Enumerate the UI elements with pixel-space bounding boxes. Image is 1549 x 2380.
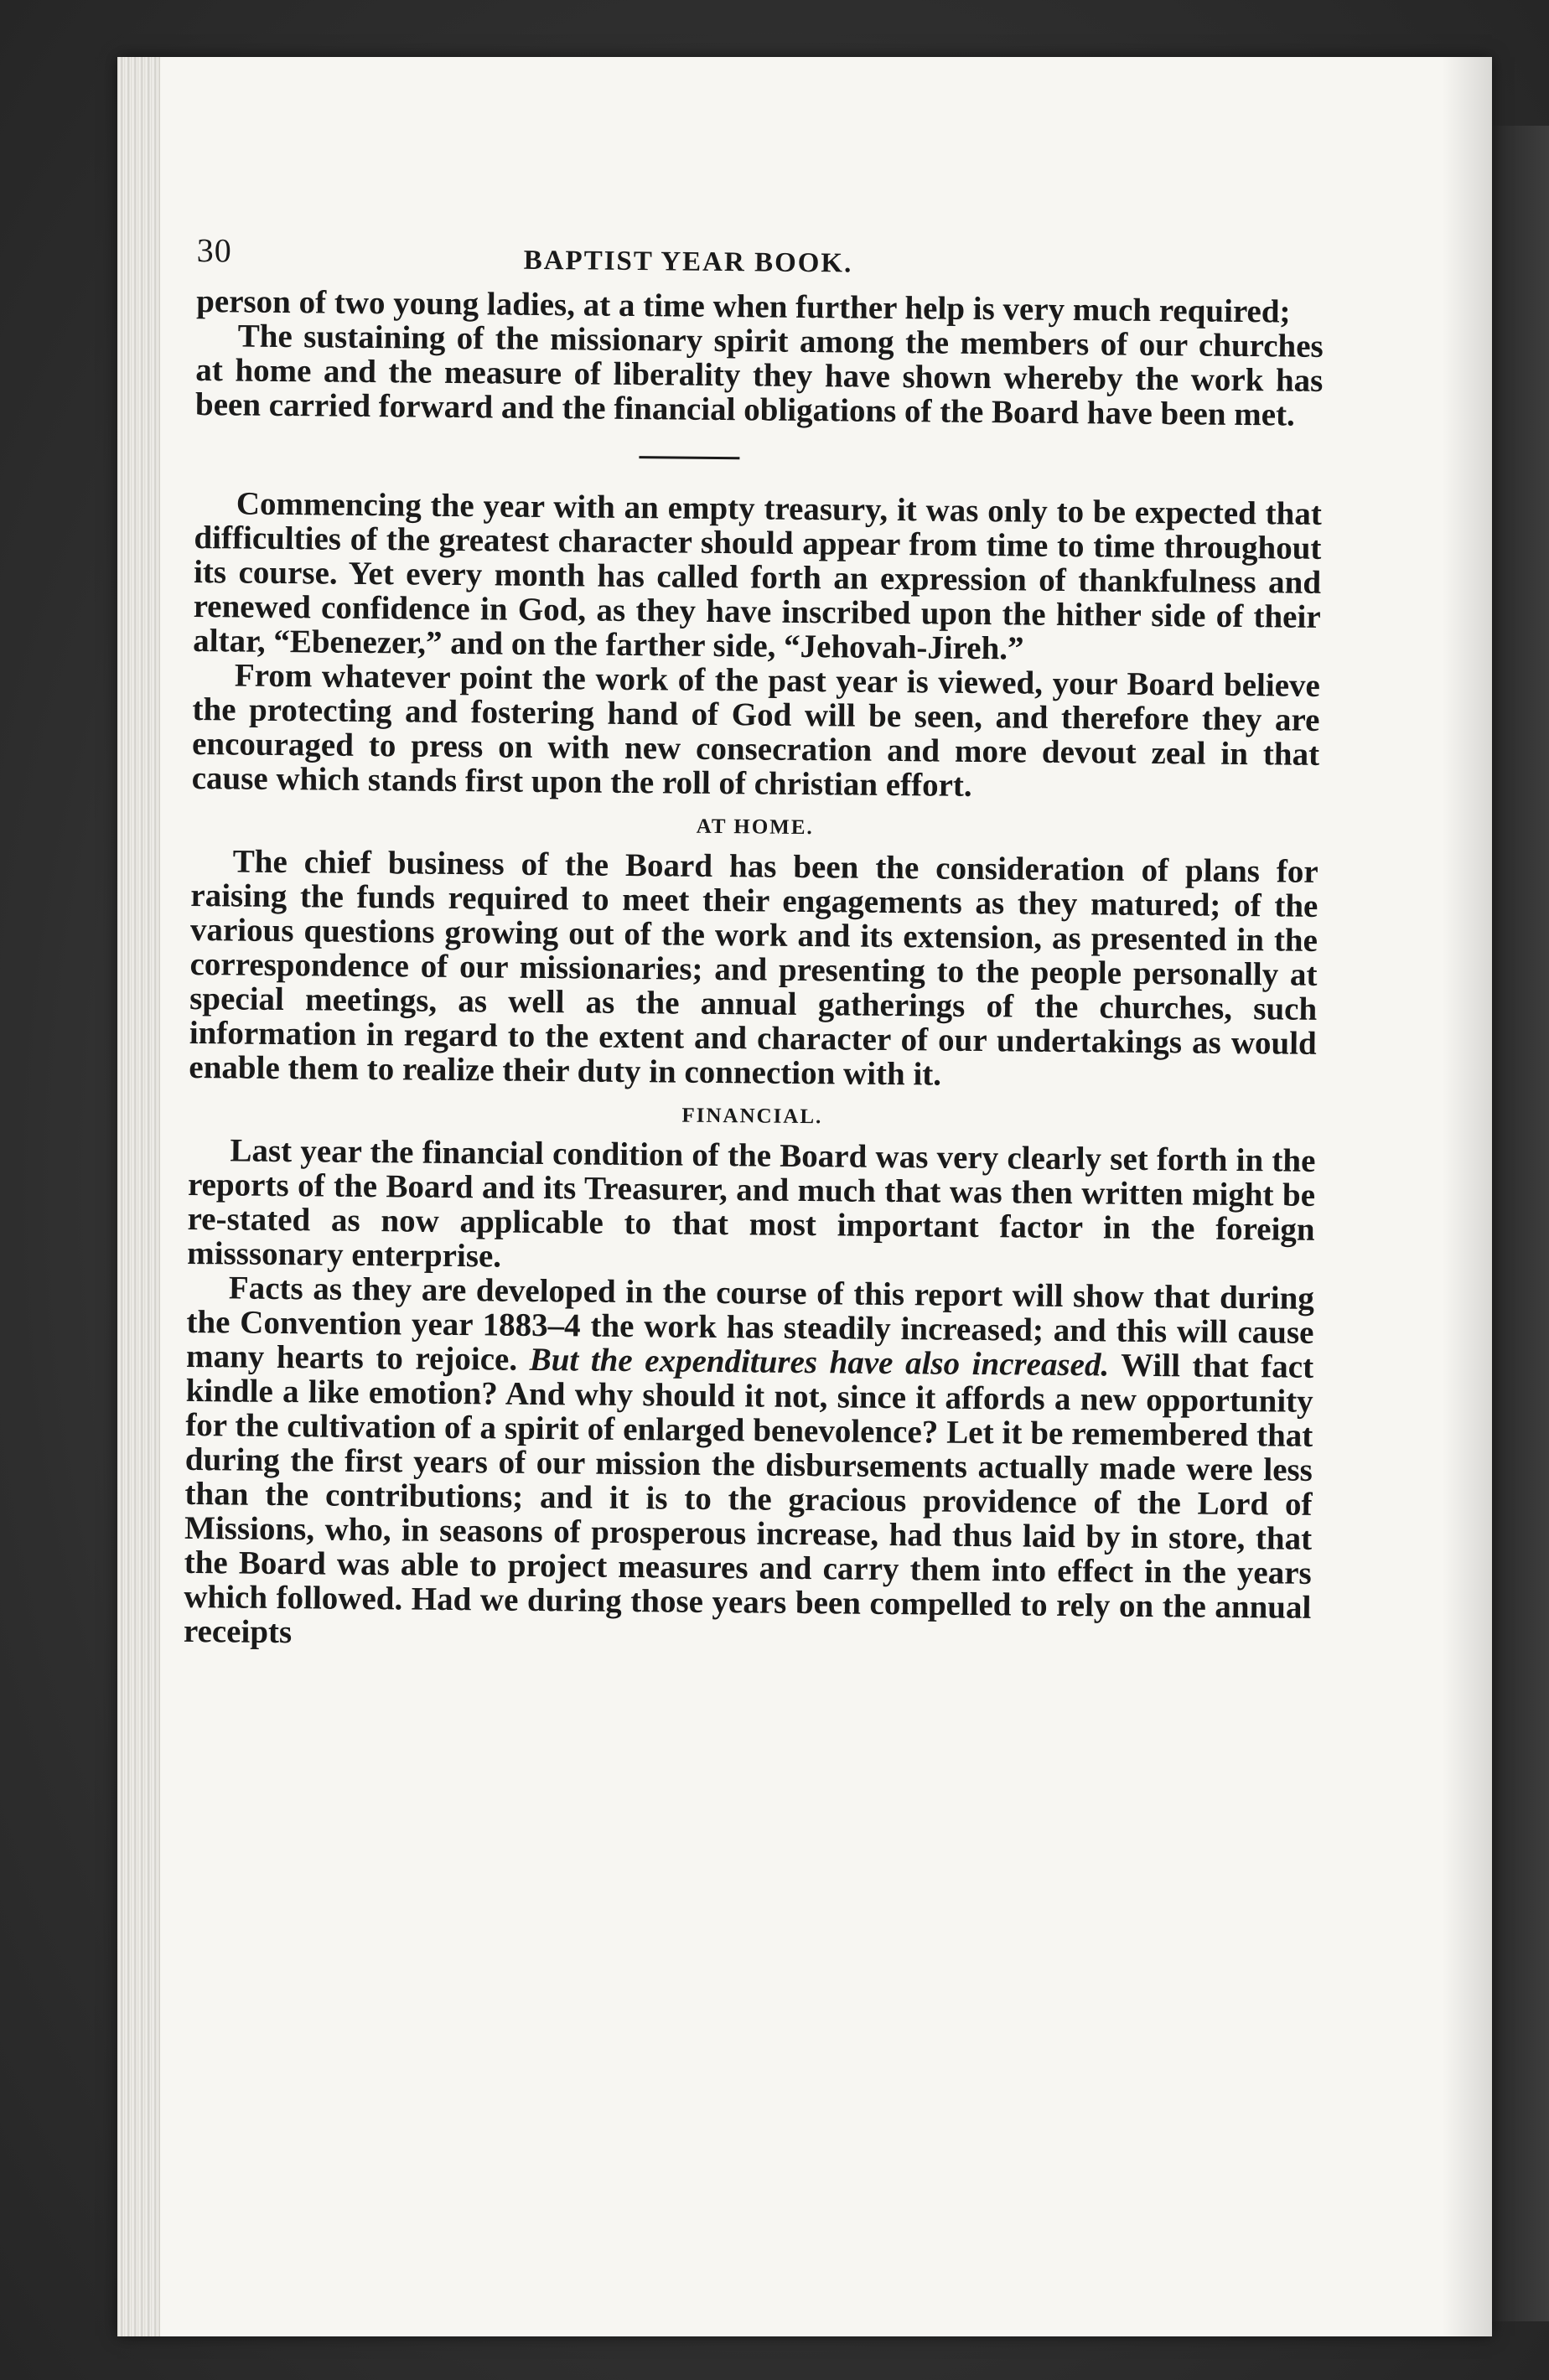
paragraph-continued: person of two young ladies, at a time when further help is very much required; <box>195 282 1291 330</box>
page-number: 30 <box>196 230 232 270</box>
paragraph-financial-2 <box>184 1270 1314 1659</box>
page-shadow <box>1442 57 1492 2336</box>
financial-2-text-a: Facts as they are developed in the course of this report will show that during the Convention year 1883–4 the work has steadily increased; and this will cause many hearts to rejoice. <box>185 1270 1315 1378</box>
paragraph-sustaining: The sustaining of the missionary spirit among the members of our churches at home and the measure of liberality they have shown whereby the work has been carried forward and the financial obligations of the Board have been met. <box>194 318 1324 433</box>
page-edges <box>117 57 160 2336</box>
book-title: BAPTIST YEAR BOOK. <box>523 245 853 279</box>
section-divider <box>639 456 739 459</box>
paragraph-whatever-point: From whatever point the work of the past year is viewed, your Board believe the protecting and fostering hand of God will be seen, and therefore they are encouraged to press on with new consecration and more devout zeal in that cause which stands first upon the roll of christian effort. <box>191 657 1321 804</box>
page-text <box>184 230 1324 1659</box>
financial-2-text-b: Will that fact kindle a like emotion? And why should it not, since it affords a new opportunity for the cultivation of a spirit of enlarged benevolence? Let it be remembered that during the first years of our mission the disbursements actually made were less than the contributions; and it is to the gracious providence of the Lord of Missions, who, in seasons of prosperous increase, had thus laid by in store, that the Board was able to project measures and carry them into effect in the years which followed. Had we during those years been compelled to rely on the annual receipts <box>183 1347 1314 1651</box>
heading-at-home: AT HOME. <box>696 815 814 840</box>
financial-2-emphasis: But the expenditures have also increased. <box>529 1341 1110 1384</box>
paragraph-financial-1: Last year the financial condition of the Board was very clearly set forth in the reports of the Board and its Treasurer, and much that was then written might be re-stated as now applicable to that most important factor in the foreign misssonary enterprise. <box>187 1132 1316 1275</box>
paragraph-commencing: Commencing the year with an empty treasury, it was only to be expected that difficulties of the greatest character should appear from time to time throughout its course. Yet every month has called forth an expression of thankfulness and renewed confidence in God, as they have inscribed upon the hither side of their altar, “Ebenezer,” and on the farther side, “Jehovah-Jireh.” <box>193 485 1323 667</box>
scanner-edge <box>1492 126 1549 2321</box>
paragraph-at-home: The chief business of the Board has been the consideration of plans for raising the funds required to meet their engagements as they matured; of the various questions growing out of the work and its extension, as presented in the correspondence of our missionaries; and presenting to the people personally at special meetings, as well as the annual gatherings of the churches, such information in regard to the extent and character of our undertakings as would enable them to realize their duty in connection with it. <box>189 843 1318 1093</box>
heading-financial: FINANCIAL. <box>681 1104 823 1129</box>
